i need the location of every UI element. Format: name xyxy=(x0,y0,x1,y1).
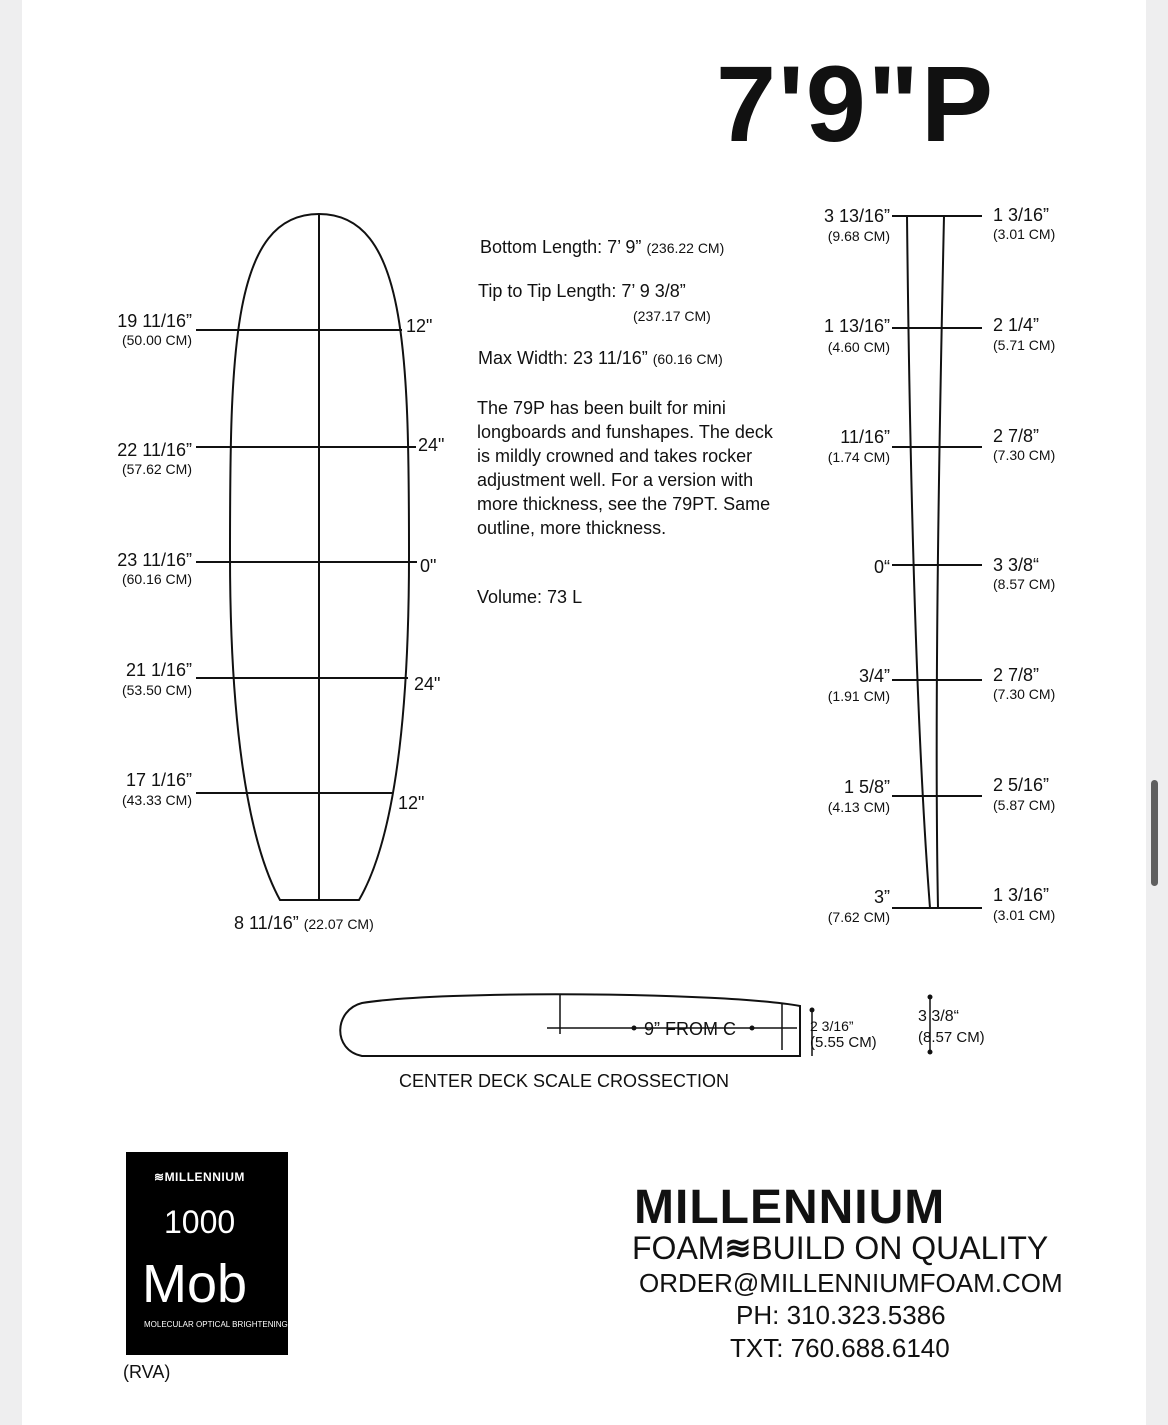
rocker-right-3: 2 7/8” xyxy=(993,426,1040,446)
pos-label-2: 24" xyxy=(418,435,445,455)
width-label-4: 21 1/16” xyxy=(125,660,192,680)
rocker-left-3-cm: (1.74 CM) xyxy=(827,449,890,465)
spec-sheet xyxy=(22,0,1146,1425)
width-label-5: 17 1/16” xyxy=(125,770,192,790)
rocker-left-7-cm: (7.62 CM) xyxy=(827,909,890,925)
center-thickness: 3 3/8“ xyxy=(918,1008,959,1025)
width-label-4-cm: (53.50 CM) xyxy=(121,682,192,698)
crosssection-caption: CENTER DECK SCALE CROSSECTION xyxy=(399,1071,730,1091)
rocker-right-7: 1 3/16” xyxy=(993,885,1050,905)
mob-logo xyxy=(126,1152,288,1355)
width-label-2-cm: (57.62 CM) xyxy=(121,461,192,477)
rail-thickness-cm: (5.55 CM) xyxy=(810,1034,877,1051)
pos-label-1: 12" xyxy=(406,316,433,336)
width-label-2: 22 11/16” xyxy=(117,440,192,460)
rocker-left-4: 0“ xyxy=(873,557,890,577)
rocker-left-3: 11/16” xyxy=(840,427,890,447)
rocker-left-1: 3 13/16” xyxy=(823,206,890,226)
rocker-right-6: 2 5/16” xyxy=(993,775,1050,795)
rocker-right-2-cm: (5.71 CM) xyxy=(993,337,1056,353)
rocker-right-2: 2 1/4” xyxy=(993,315,1040,335)
width-label-5-cm: (43.33 CM) xyxy=(121,792,192,808)
rocker-left-6: 1 5/8” xyxy=(843,777,890,797)
model-title: 7'9"P xyxy=(716,43,996,164)
rail-thickness: 2 3/16” xyxy=(810,1018,854,1034)
width-label-3-cm: (60.16 CM) xyxy=(121,571,192,587)
rocker-right-3-cm: (7.30 CM) xyxy=(993,447,1056,463)
logo-name: Mob xyxy=(142,1254,248,1314)
rocker-profile xyxy=(907,216,944,908)
rocker-left-2: 1 13/16” xyxy=(823,316,890,336)
rocker-left-5-cm: (1.91 CM) xyxy=(827,688,890,704)
rocker-right-5: 2 7/8” xyxy=(993,665,1040,685)
from-center-label: 9” FROM C xyxy=(644,1019,736,1039)
rocker-left-1-cm: (9.68 CM) xyxy=(827,228,890,244)
rocker-right-1-cm: (3.01 CM) xyxy=(993,226,1056,242)
rocker-right-4-cm: (8.57 CM) xyxy=(993,576,1056,592)
contact-text[interactable]: TXT: 760.688.6140 xyxy=(730,1333,950,1363)
rocker-right-5-cm: (7.30 CM) xyxy=(993,686,1056,702)
board-description: The 79P has been built for mini longboards and funshapes. The deck is mildly crowned and takes rocker adjustment well. For a version with more thickness, see the 79PT. Same outline, more thickness. xyxy=(477,398,773,538)
tail-width: 8 11/16” (22.07 CM) xyxy=(234,913,374,933)
rocker-right-6-cm: (5.87 CM) xyxy=(993,797,1056,813)
width-label-3: 23 11/16” xyxy=(117,550,192,570)
brand-slogan: FOAM≋BUILD ON QUALITY xyxy=(632,1230,1049,1266)
center-thickness-cm: (8.57 CM) xyxy=(918,1029,985,1046)
logo-number: 1000 xyxy=(164,1204,236,1240)
rocker-right-4: 3 3/8“ xyxy=(993,555,1040,575)
bottom-length: Bottom Length: 7’ 9” (236.22 CM) xyxy=(480,237,725,257)
rocker-left-6-cm: (4.13 CM) xyxy=(827,799,890,815)
rocker-left-7: 3” xyxy=(873,887,890,907)
volume: Volume: 73 L xyxy=(477,587,583,607)
brand-name: MILLENNIUM xyxy=(634,1181,946,1234)
contact-phone[interactable]: PH: 310.323.5386 xyxy=(736,1300,946,1330)
pos-label-5: 12" xyxy=(398,793,425,813)
width-label-1-cm: (50.00 CM) xyxy=(121,332,192,348)
rocker-right-1: 1 3/16” xyxy=(993,205,1050,225)
max-width: Max Width: 23 11/16” (60.16 CM) xyxy=(478,348,723,368)
rocker-right-7-cm: (3.01 CM) xyxy=(993,907,1056,923)
rocker-left-5: 3/4” xyxy=(858,666,890,686)
contact-email[interactable]: ORDER@MILLENNIUMFOAM.COM xyxy=(639,1268,1063,1298)
logo-tagline: MOLECULAR OPTICAL BRIGHTENING xyxy=(144,1320,288,1329)
tip-to-tip-cm: (237.17 CM) xyxy=(633,308,711,324)
width-label-1: 19 11/16” xyxy=(117,311,192,331)
wave-icon: ≋ xyxy=(724,1230,752,1266)
tip-to-tip-length: Tip to Tip Length: 7’ 9 3/8” xyxy=(478,281,686,301)
pos-label-3: 0" xyxy=(420,556,437,576)
pos-label-4: 24" xyxy=(414,674,441,694)
wave-icon: ≋ xyxy=(154,1170,165,1184)
rocker-left-2-cm: (4.60 CM) xyxy=(827,339,890,355)
logo-variant: (RVA) xyxy=(123,1362,171,1382)
scrollbar-thumb[interactable] xyxy=(1151,780,1158,886)
logo-brand: ≋MILLENNIUM xyxy=(154,1170,245,1184)
